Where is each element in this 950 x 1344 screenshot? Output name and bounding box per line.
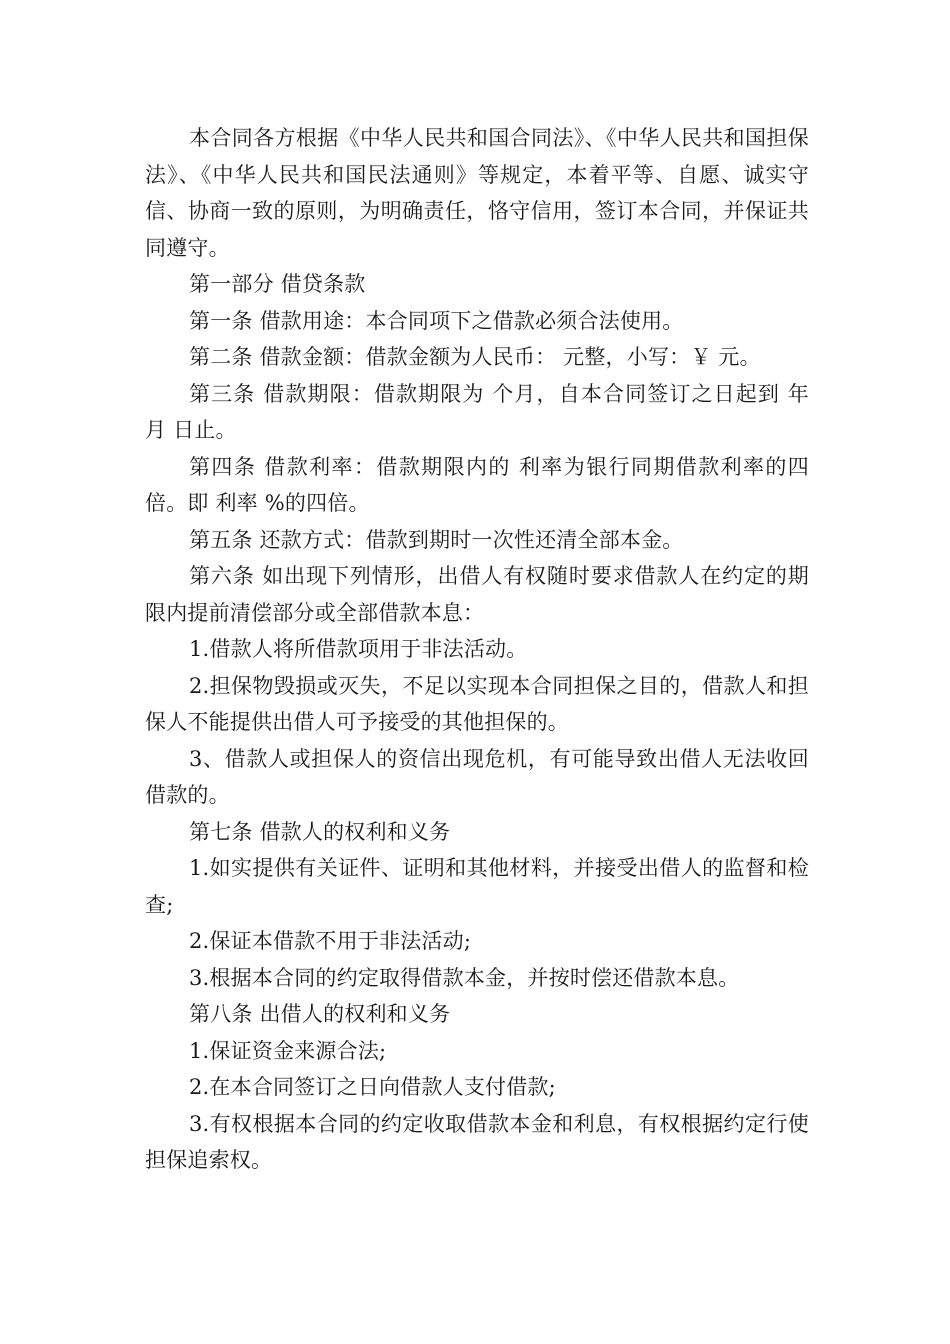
document-body <box>145 120 809 1179</box>
article-2-amount: 第二条 借款金额：借款金额为人民币： 元整，小写：￥ 元。 <box>189 345 761 369</box>
article-6-item-1: 1.借款人将所借款项用于非法活动。 <box>189 637 528 661</box>
preamble-paragraph: 本合同各方根据《中华人民共和国合同法》、《中华人民共和国担保法》、《中华人民共和国民法通则》等规定，本着平等、自愿、诚实守信、协商一致的原则，为明确责任，恪守信用，签订本合同，并保证共同遵守。 <box>145 126 809 260</box>
article-6-early-repayment: 第六条 如出现下列情形，出借人有权随时要求借款人在约定的期限内提前清偿部分或全部借款本息： <box>145 564 809 625</box>
article-1-purpose: 第一条 借款用途：本合同项下之借款必须合法使用。 <box>189 308 684 333</box>
article-8-item-2: 2.在本合同签订之日向借款人支付借款; <box>189 1075 556 1099</box>
article-7-item-3: 3.根据本合同的约定取得借款本金，并按时偿还借款本息。 <box>189 965 740 990</box>
article-6-item-2: 2.担保物毁损或灭失，不足以实现本合同担保之目的，借款人和担保人不能提供出借人可予接受的其他担保的。 <box>145 673 809 734</box>
article-7-item-1: 1.如实提供有关证件、证明和其他材料，并接受出借人的监督和检查; <box>145 856 809 917</box>
section-heading-part-one: 第一部分 借贷条款 <box>189 272 366 296</box>
article-6-item-3: 3、借款人或担保人的资信出现危机，有可能导致出借人无法收回借款的。 <box>145 746 809 807</box>
article-3-term: 第三条 借款期限：借款期限为 个月，自本合同签订之日起到 年 月 日止。 <box>145 381 809 442</box>
article-8-item-1: 1.保证资金来源合法; <box>189 1038 387 1063</box>
article-4-interest: 第四条 借款利率：借款期限内的 利率为银行同期借款利率的四倍。即 利率 %的四倍。 <box>145 454 809 515</box>
article-8-heading: 第八条 出借人的权利和义务 <box>189 1002 451 1026</box>
article-7-heading: 第七条 借款人的权利和义务 <box>189 819 451 844</box>
article-7-item-2: 2.保证本借款不用于非法活动; <box>189 929 472 953</box>
article-8-item-3: 3.有权根据本合同的约定收取借款本金和利息，有权根据约定行使担保追索权。 <box>145 1111 809 1172</box>
article-5-repayment: 第五条 还款方式：借款到期时一次性还清全部本金。 <box>189 527 684 552</box>
